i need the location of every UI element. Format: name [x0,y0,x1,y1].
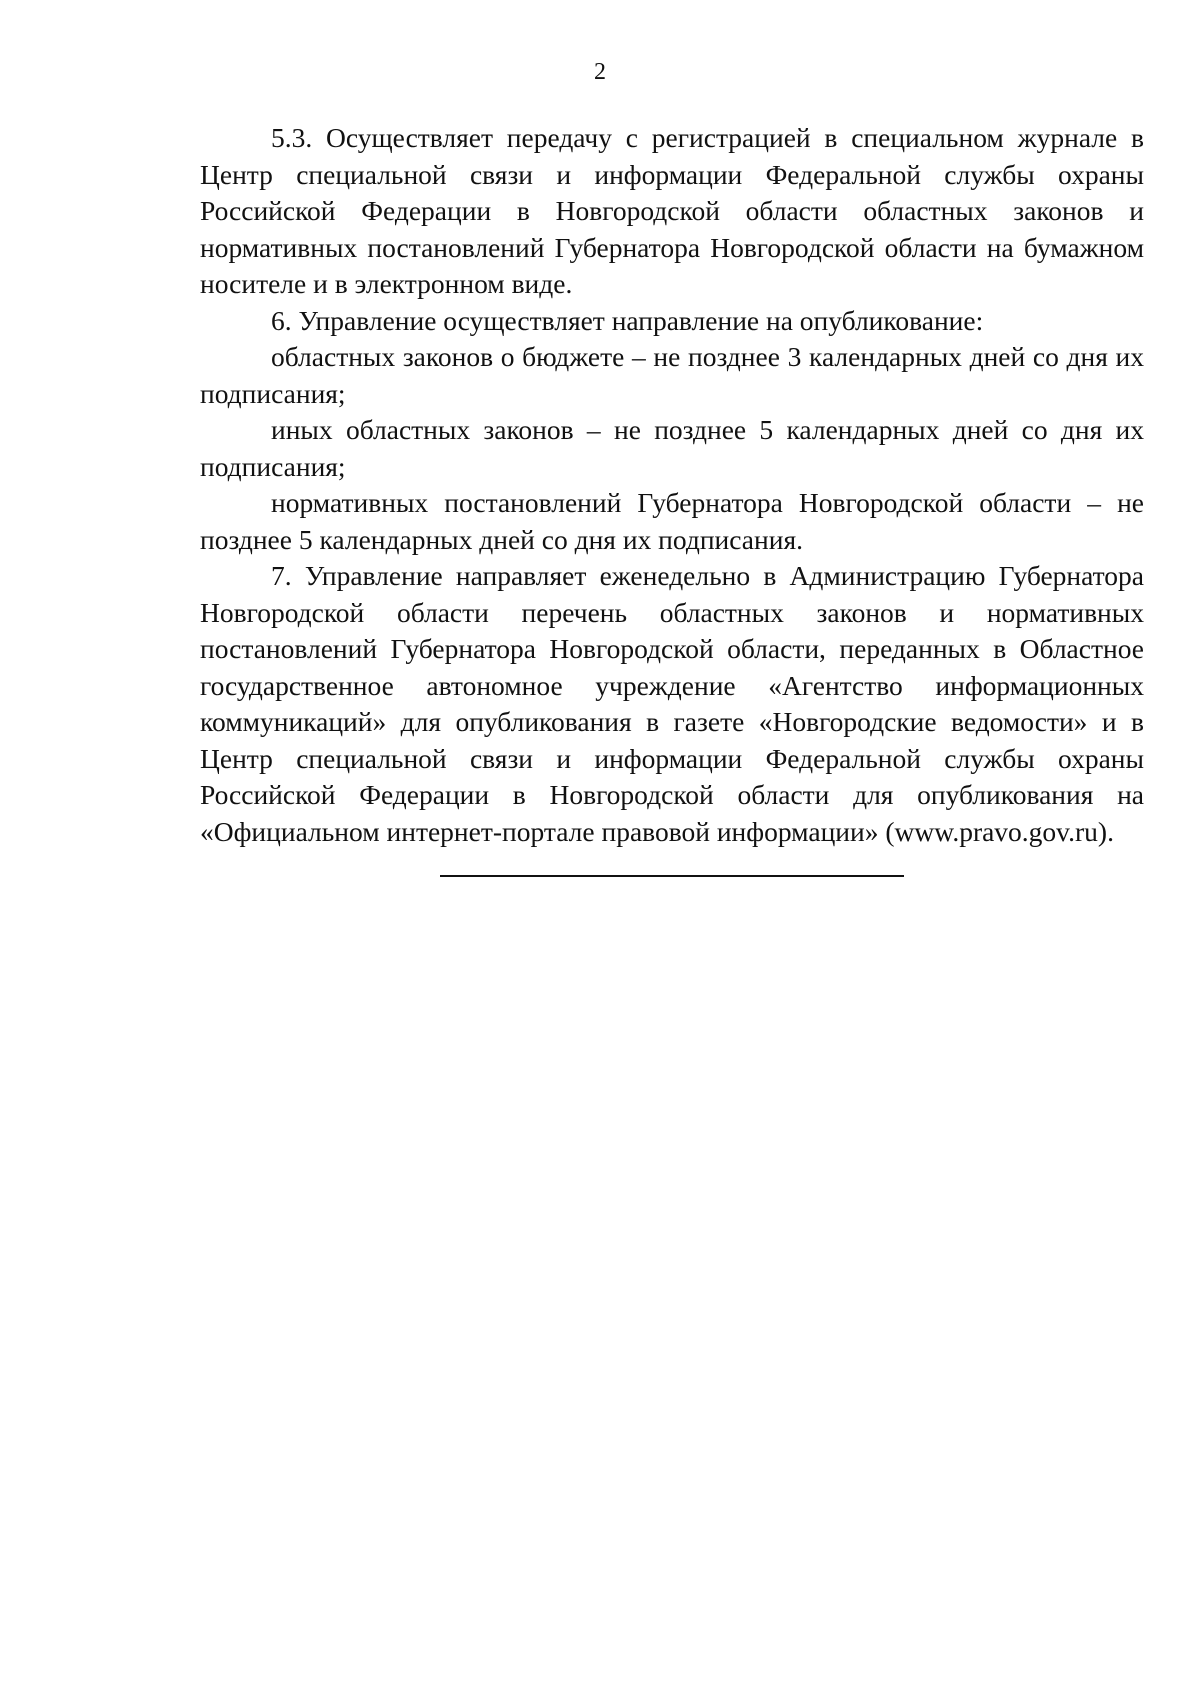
paragraph-6: 6. Управление осуществляет направление на опубликование: [271,304,984,336]
paragraph-6-other-laws: иных областных законов – не позднее 5 календарных дней со дня их подписания; [200,414,1144,482]
paragraph-6-budget-laws: областных законов о бюджете – не позднее 3 календарных дней со дня их подписания; [200,341,1144,409]
document-body [200,120,1144,850]
end-divider-line [440,875,904,877]
paragraph-5-3: 5.3. Осуществляет передачу с регистрацией в специальном журнале в Центр специальной связи и информации Федеральной службы охраны Российской Федерации в Новгородской области областных законов и нормативных постановлений Губернатора Новгородской области на бумажном носителе и в электронном виде. [200,122,1144,299]
paragraph-6-governor-resolutions: нормативных постановлений Губернатора Новгородской области – не позднее 5 календарных дней со дня их подписания. [200,487,1144,555]
paragraph-7: 7. Управление направляет еженедельно в Администрацию Губернатора Новгородской области перечень областных законов и нормативных постановлений Губернатора Новгородской области, переданных в Областное государственное автономное учреждение «Агентство информационных коммуникаций» для опубликования в газете «Новгородские ведомости» и в Центр специальной связи и информации Федеральной службы охраны Российской Федерации в Новгородской области для опубликования на «Официальном интернет-портале правовой информации» (www.pravo.gov.ru). [200,560,1144,847]
page-number: 2 [594,59,606,85]
